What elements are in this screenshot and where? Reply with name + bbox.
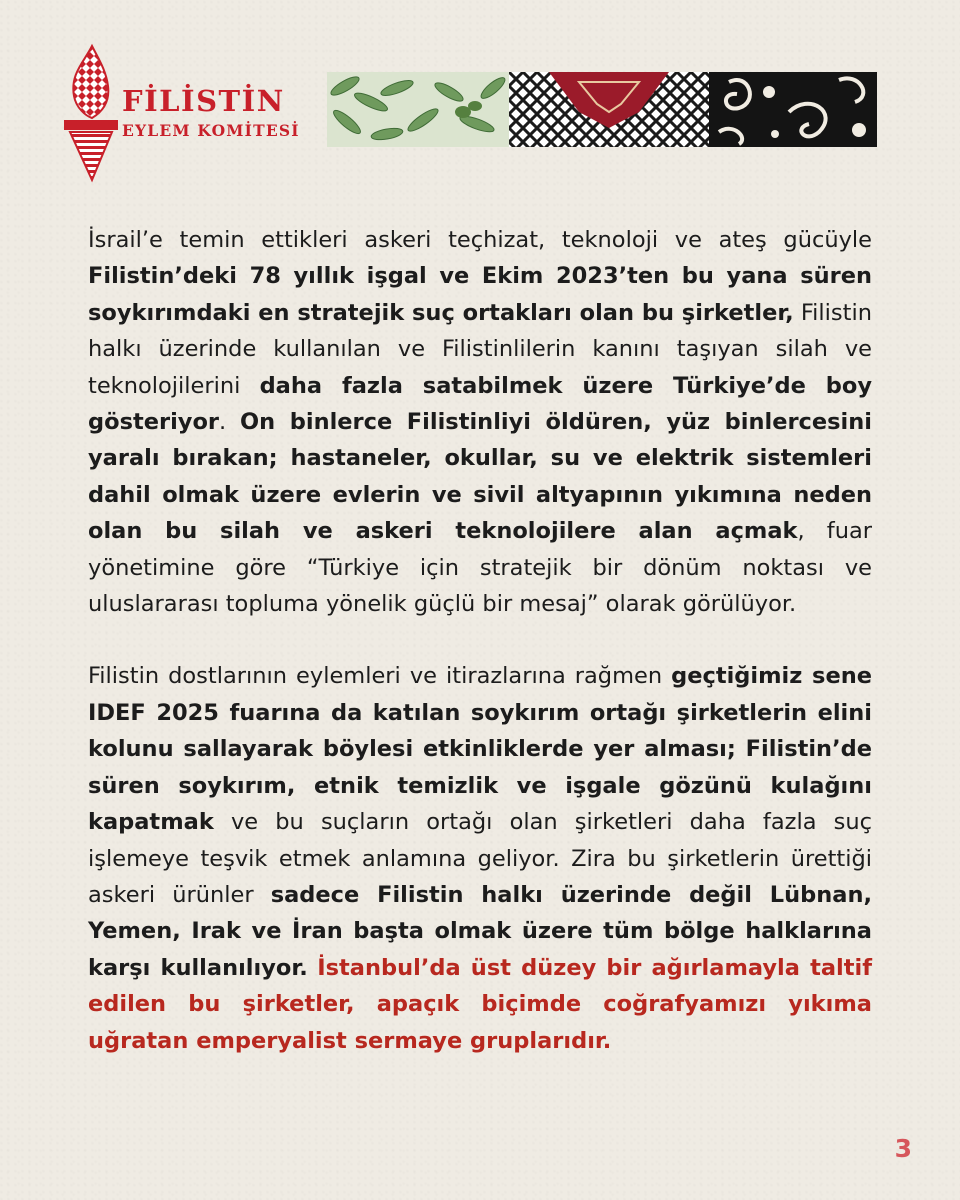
text-segment: sadece Filistin halkı üzerinde değil Lübnan, Yemen, Irak ve İran başta olmak üzere tüm bölge halklarına karşı kullanılıyor. [88, 881, 873, 981]
keffiyeh-torch-icon [62, 44, 120, 184]
organization-logo [62, 44, 312, 184]
text-segment: İsrail’e temin ettikleri askeri teçhizat, teknoloji ve ateş gücüyle [88, 227, 872, 253]
floral-pattern [709, 72, 877, 147]
keffiyeh-embroidery-pattern [509, 72, 709, 147]
logo-subtitle: EYLEM KOMİTESİ [122, 121, 300, 140]
text-segment: . [219, 409, 241, 436]
text-segment [308, 955, 317, 981]
text-segment: Filistin’deki 78 yıllık işgal ve Ekim 2023’ten bu yana süren soykırımdaki en stratejik suç ortakları olan bu şirketler, [88, 263, 872, 326]
logo-title: FİLİSTİN [122, 84, 285, 118]
paragraph-2 [88, 658, 872, 1058]
olive-branch-pattern [327, 72, 509, 147]
text-segment: İstanbul’da üst düzey bir ağırlamayla taltif edilen bu şirketler, apaçık biçimde coğrafyamızı yıkıma uğratan emperyalist sermaye gruplarıdır. [88, 954, 872, 1054]
text-segment: daha fazla satabilmek üzere Türkiye’de boy gösteriyor [88, 372, 872, 436]
article-body [88, 222, 872, 1095]
page-number: 3 [894, 1134, 912, 1163]
text-segment: ve bu suçların ortağı olan şirketleri daha fazla suç işlemeye teşvik etmek anlamına geliyor. Zira bu şirketlerin ürettiği askeri ürünler [88, 809, 872, 908]
paragraph-1 [88, 222, 872, 622]
text-segment: Filistin dostlarının eylemleri ve itirazlarına rağmen [88, 663, 672, 690]
text-segment: On binlerce Filistinliyi öldüren, yüz binlercesini yaralı bırakan; hastaneler, okullar, su ve elektrik sistemleri dahil olmak üzere evlerin ve sivil altyapının yıkımına neden olan bu silah ve askeri teknolojilere alan açmak [88, 409, 872, 545]
decorative-banner [327, 72, 877, 147]
text-segment: Filistin halkı üzerinde kullanılan ve Filistinlilerin kanını taşıyan silah ve teknolojilerini [88, 299, 872, 399]
text-segment: geçtiğimiz sene IDEF 2025 fuarına da katılan soykırım ortağı şirketlerin elini kolunu sallayarak böylesi etkinliklerde yer alması; Filistin’de süren soykırım, etnik temizlik ve işgale gözünü kulağını kapatmak [88, 663, 872, 836]
text-segment: , fuar yönetimine göre “Türkiye için stratejik bir dönüm noktası ve uluslararası topluma yönelik güçlü bir mesaj” olarak görülüyor. [88, 518, 872, 618]
